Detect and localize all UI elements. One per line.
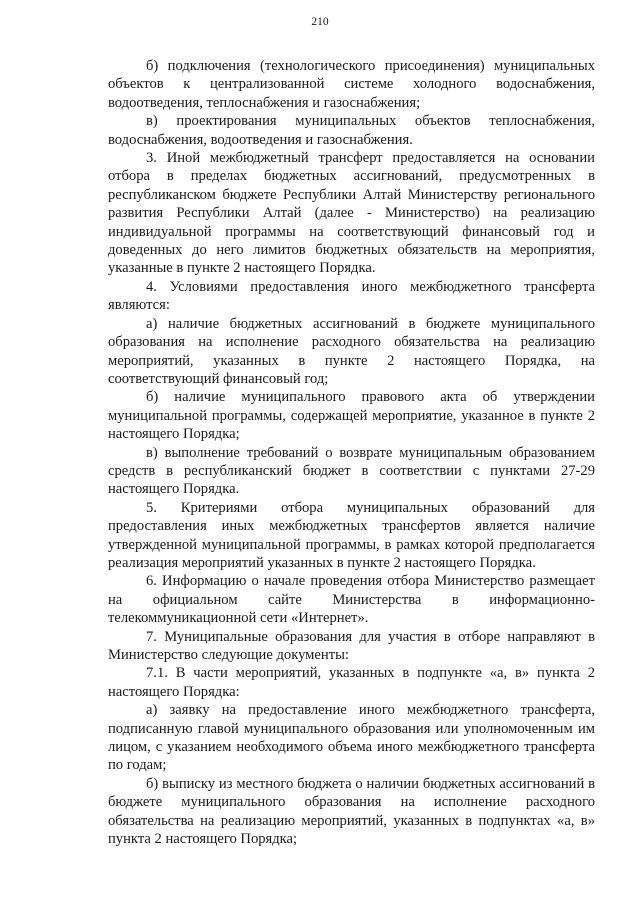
paragraph-7-1b: б) выписку из местного бюджета о наличии бюджетных ассигнований в бюджете муниципального образования на исполнение расходного обязательства на реализацию мероприятий, указанных в подпунктах «а, в» пункта 2 настоящего Порядка; bbox=[108, 775, 595, 848]
paragraph-4b: б) наличие муниципального правового акта об утверждении муниципальной программы, содержащей мероприятие, указанное в пункте 2 настоящего Порядка; bbox=[108, 389, 595, 443]
paragraph-3-transfer-basis: 3. Иной межбюджетный трансферт предоставляется на основании отбора в пределах бюджетных ассигнований, предусмотренных в республиканском бюджете Республики Алтай Министерству регионального развития Республики Алтай (далее - Министерство) на реализацию индивидуальной программы на соответствующий финансовый год и доведенных до него лимитов бюджетных обязательств на мероприятия, указанные в пункте 2 настоящего Порядка. bbox=[108, 150, 595, 277]
document-body bbox=[108, 57, 595, 848]
paragraph-1b-connection: б) подключения (технологического присоединения) муниципальных объектов к централизованной системе холодного водоснабжения, водоотведения, теплоснабжения и газоснабжения; bbox=[108, 58, 595, 111]
paragraph-4a: а) наличие бюджетных ассигнований в бюджете муниципального образования на исполнение расходного обязательства на реализацию мероприятий, указанных в пункте 2 настоящего Порядка, на соответствующий финансовый год; bbox=[108, 315, 595, 387]
paragraph-1v-design: в) проектирования муниципальных объектов теплоснабжения, водоснабжения, водоотведения и газоснабжения. bbox=[108, 113, 595, 148]
paragraph-5-criteria: 5. Критериями отбора муниципальных образований для предоставления иных межбюджетных трансфертов является наличие утвержденной муниципальной программы, в рамках которой предполагается реализация мероприятий указанных в пункте 2 настоящего Порядка. bbox=[108, 499, 595, 571]
paragraph-7-documents: 7. Муниципальные образования для участия в отборе направляют в Министерство следующие документы: bbox=[108, 628, 595, 663]
page-number: 210 bbox=[311, 16, 329, 28]
paragraph-7-1a: а) заявку на предоставление иного межбюджетного трансферта, подписанную главой муниципального образования или уполномоченным им лицом, с указанием необходимого объема иного межбюджетного трансферта по годам; bbox=[108, 702, 595, 774]
paragraph-4-conditions: 4. Условиями предоставления иного межбюджетного трансферта являются: bbox=[108, 278, 595, 314]
paragraph-7-1: 7.1. В части мероприятий, указанных в подпункте «а, в» пункта 2 настоящего Порядка: bbox=[108, 665, 595, 700]
paragraph-6-information: 6. Информацию о начале проведения отбора Министерство размещает на официальном сайте Министерства в информационно-телекоммуникационной сети «Интернет». bbox=[108, 573, 595, 627]
paragraph-4v: в) выполнение требований о возврате муниципальным образованием средств в республиканский бюджет в соответствии с пунктами 27-29 настоящего Порядка. bbox=[108, 444, 595, 498]
